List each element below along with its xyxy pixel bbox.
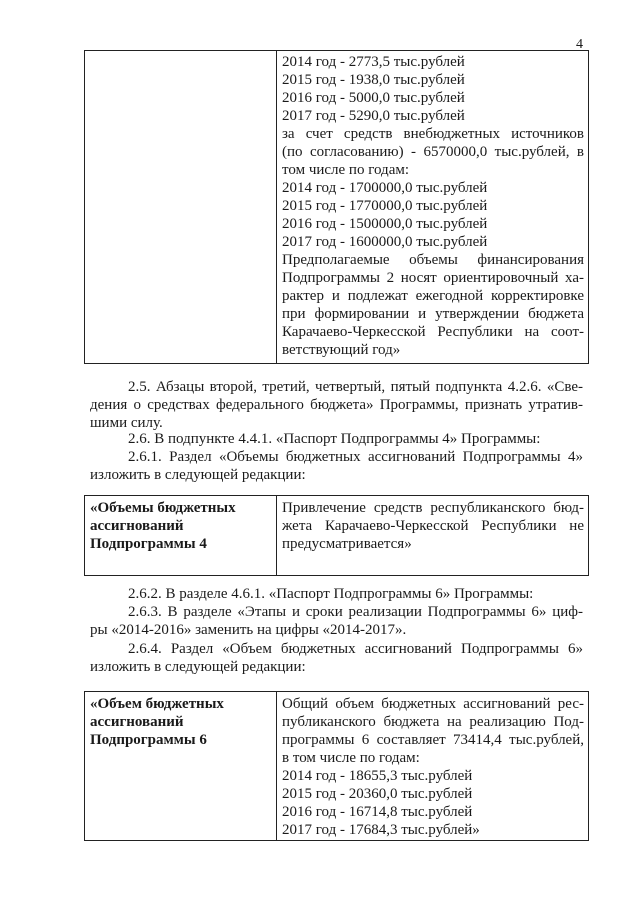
table2-right-line: Привлечение средств республиканского бюд- (282, 500, 584, 516)
table3-right-line: 2017 год - 17684,3 тыс.рублей» (282, 822, 480, 838)
table3-right-line: 2014 год - 18655,3 тыс.рублей (282, 768, 473, 784)
table3-right-line: программы 6 составляет 73414,4 тыс.рублей, (282, 732, 584, 748)
table2-left-cell (85, 496, 277, 576)
table3-right-line: 2016 год - 16714,8 тыс.рублей (282, 804, 473, 820)
paragraph-line: дения о средствах федерального бюджета» Программы, признать утратив- (90, 397, 583, 413)
table2-right-cell (277, 496, 589, 576)
paragraph-2-6 (90, 430, 583, 448)
table2-left-line: ассигнований (90, 518, 184, 534)
table1-line: при формировании и утверждении бюджета (282, 306, 584, 322)
table1-line: том числе по годам: (282, 162, 410, 178)
table3-right-line: в том числе по годам: (282, 750, 420, 766)
table3-left-line: «Объем бюджетных (90, 696, 224, 712)
table1-line: 2015 год - 1938,0 тыс.рублей (282, 72, 465, 88)
table1-line: ветствующий год» (282, 342, 401, 358)
table3-right-line: 2015 год - 20360,0 тыс.рублей (282, 786, 473, 802)
paragraph-line: 2.6.1. Раздел «Объемы бюджетных ассигнований Подпрограммы 4» (128, 449, 583, 465)
budget-table-subprogram-6 (84, 691, 589, 841)
table1-line: 2015 год - 1770000,0 тыс.рублей (282, 198, 488, 214)
paragraph-line: шими силу. (90, 415, 163, 431)
table2-right-line: жета Карачаево-Черкесской Республики не (282, 518, 584, 534)
table1-line: 2017 год - 1600000,0 тыс.рублей (282, 234, 488, 250)
table1-line: рактер и подлежат ежегодной корректировке (282, 288, 584, 304)
table3-left-cell (85, 692, 277, 841)
table1-line: 2016 год - 1500000,0 тыс.рублей (282, 216, 488, 232)
table1-line: Предполагаемые объемы финансирования (282, 252, 584, 268)
table1-line: 2014 год - 2773,5 тыс.рублей (282, 54, 465, 70)
page-number: 4 (576, 37, 583, 52)
table3-right-cell (277, 692, 589, 841)
paragraph-line: 2.5. Абзацы второй, третий, четвертый, пятый подпункта 4.2.6. «Све- (128, 379, 583, 395)
table3-left-line: ассигнований (90, 714, 184, 730)
table2-left-line: «Объемы бюджетных (90, 500, 236, 516)
table2-left-line: Подпрограммы 4 (90, 536, 207, 552)
table1-line: 2016 год - 5000,0 тыс.рублей (282, 90, 465, 106)
table3-left-line: Подпрограммы 6 (90, 732, 207, 748)
table3-right-line: Общий объем бюджетных ассигнований рес- (282, 696, 584, 712)
paragraph-2-5 (90, 378, 583, 432)
table1-line: Карачаево-Черкесской Республики на соот- (282, 324, 584, 340)
paragraph-line: изложить в следующей редакции: (90, 659, 306, 675)
table1-line: (по согласованию) - 6570000,0 тыс.рублей, в (282, 144, 584, 160)
table1-left-cell (85, 51, 277, 364)
paragraph-2-6-1 (90, 448, 583, 484)
budget-table-continuation (84, 50, 589, 364)
paragraph-line: 2.6. В подпункте 4.4.1. «Паспорт Подпрограммы 4» Программы: (128, 431, 541, 447)
budget-table-subprogram-4 (84, 495, 589, 576)
paragraph-line: 2.6.4. Раздел «Объем бюджетных ассигнований Подпрограммы 6» (128, 641, 583, 657)
table1-line: 2014 год - 1700000,0 тыс.рублей (282, 180, 488, 196)
paragraph-line: 2.6.2. В разделе 4.6.1. «Паспорт Подпрограммы 6» Программы: (128, 586, 534, 602)
table2-right-line: предусматривается» (282, 536, 412, 552)
paragraph-line: изложить в следующей редакции: (90, 467, 306, 483)
paragraph-line: 2.6.3. В разделе «Этапы и сроки реализации Подпрограммы 6» циф- (128, 604, 583, 620)
table3-right-line: публиканского бюджета на реализацию Под- (282, 714, 584, 730)
table1-right-cell (277, 51, 589, 364)
table1-line: за счет средств внебюджетных источников (282, 126, 584, 142)
paragraph-2-6-2 (90, 585, 583, 603)
paragraph-2-6-3 (90, 603, 583, 639)
table1-line: Подпрограммы 2 носят ориентировочный ха- (282, 270, 584, 286)
paragraph-line: ры «2014-2016» заменить на цифры «2014-2017». (90, 622, 407, 638)
paragraph-2-6-4 (90, 640, 583, 676)
table1-line: 2017 год - 5290,0 тыс.рублей (282, 108, 465, 124)
